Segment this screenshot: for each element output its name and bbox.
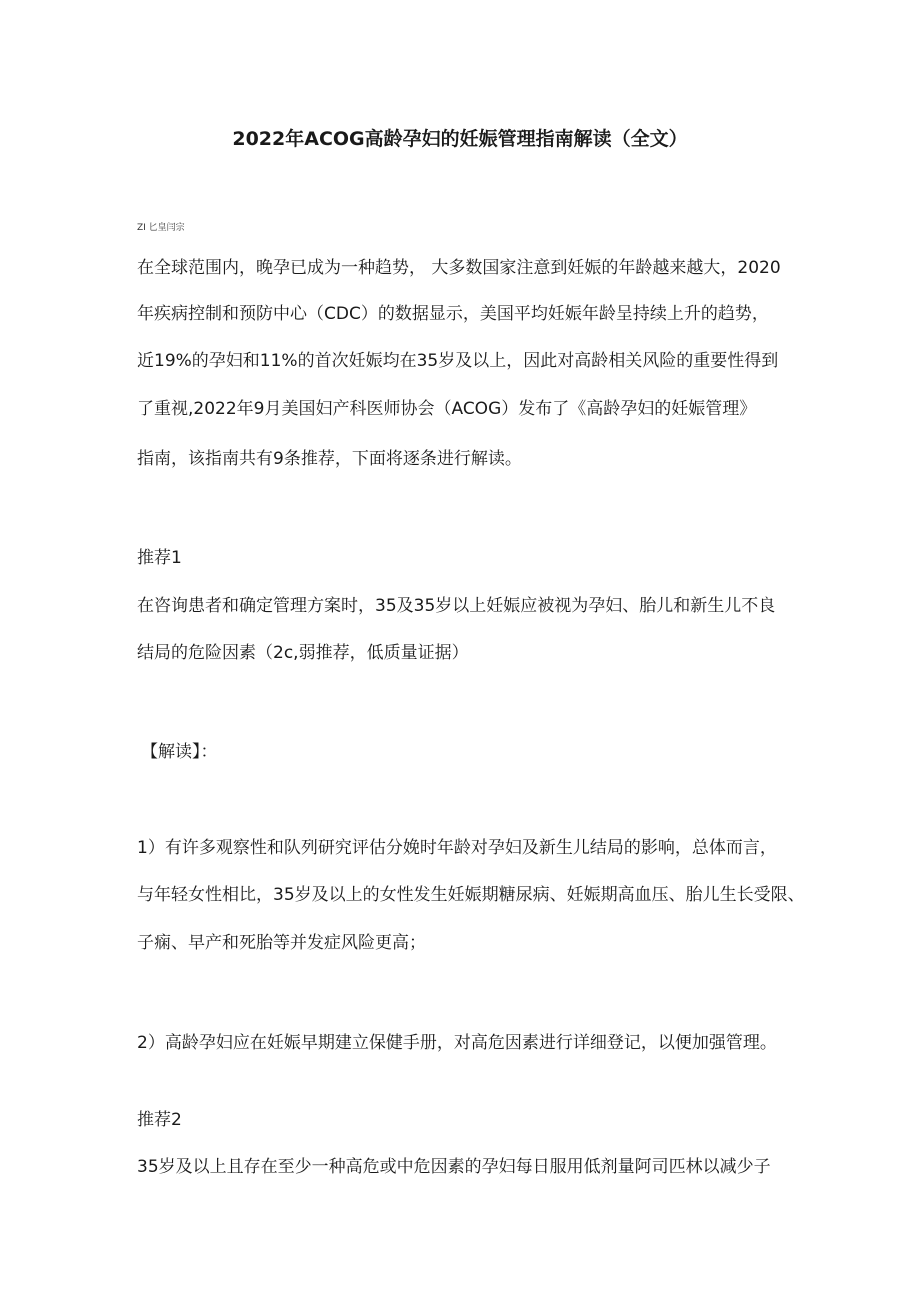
document-title: 2022年ACOG高龄孕妇的妊娠管理指南解读（全文） [232, 128, 688, 150]
recommendation-2-line: 35岁及以上且存在至少一种高危或中危因素的孕妇每日服用低剂量阿司匹林以减少子 [137, 1157, 771, 1177]
interpretation-point-1-line: 与年轻女性相比，35岁及以上的女性发生妊娠期糖尿病、妊娠期高血压、胎儿生长受限、 [137, 885, 805, 905]
recommendation-1-heading: 推荐1 [137, 548, 182, 568]
interpretation-point-1-line: 1）有许多观察性和队列研究评估分娩时年龄对孕妇及新生儿结局的影响，总体而言， [137, 838, 777, 858]
recommendation-1-line: 结局的危险因素（2c,弱推荐，低质量证据） [137, 643, 469, 663]
recommendation-2-heading: 推荐2 [137, 1110, 182, 1130]
intro-line: 在全球范围内，晚孕已成为一种趋势， 大多数国家注意到妊娠的年龄越来越大，2020 [137, 258, 781, 278]
interpretation-heading: 【解读】： [141, 742, 218, 762]
recommendation-1-line: 在咨询患者和确定管理方案时，35及35岁以上妊娠应被视为孕妇、胎儿和新生儿不良 [137, 596, 776, 616]
interpretation-point-1-line: 子痫、早产和死胎等并发症风险更高； [137, 933, 426, 953]
interpretation-point-2-line: 2）高龄孕妇应在妊娠早期建立保健手册，对高危因素进行详细登记，以便加强管理。 [137, 1033, 777, 1053]
source-note: ZI 匕皇闫宗 [137, 223, 185, 233]
intro-line: 指南，该指南共有9条推荐，下面将逐条进行解读。 [137, 449, 522, 469]
intro-line: 近19%的孕妇和11%的首次妊娠均在35岁及以上，因此对高龄相关风险的重要性得到 [137, 351, 779, 371]
intro-line: 了重视,2022年9月美国妇产科医师协会（ACOG）发布了《高龄孕妇的妊娠管理》 [137, 399, 757, 419]
intro-line: 年疾病控制和预防中心（CDC）的数据显示，美国平均妊娠年龄呈持续上升的趋势， [137, 304, 769, 324]
